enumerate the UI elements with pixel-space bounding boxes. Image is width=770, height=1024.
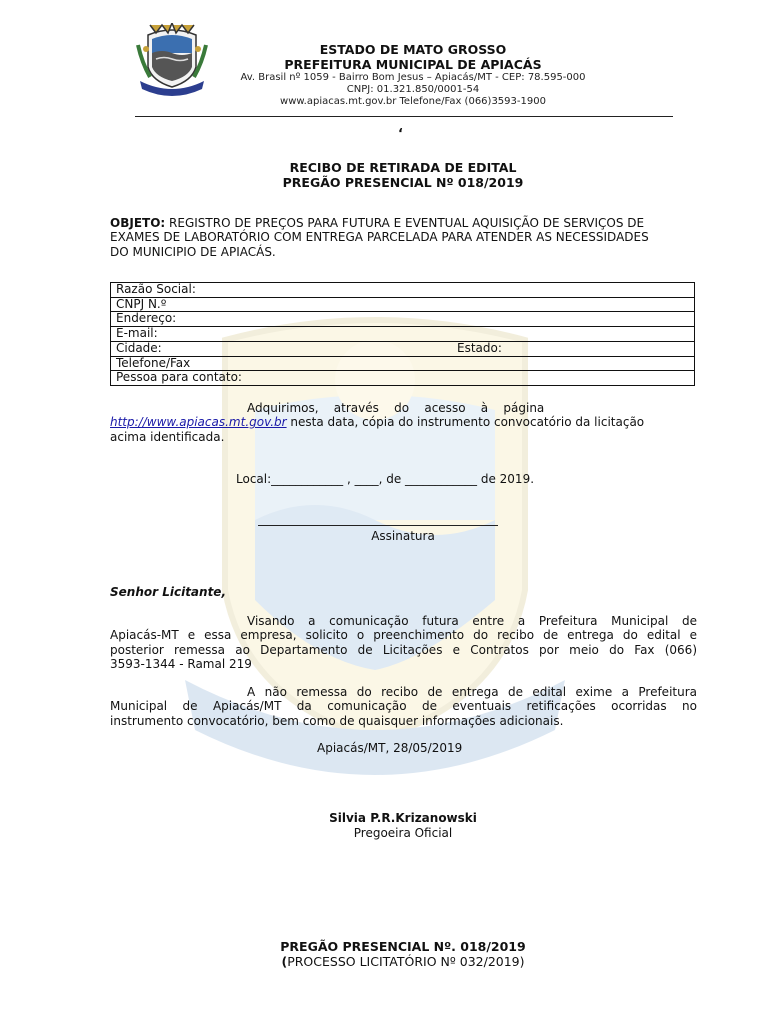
field-cnpj[interactable]: CNPJ N.º <box>111 297 695 312</box>
field-razao-social[interactable]: Razão Social: <box>111 283 695 298</box>
document-date: Apiacás/MT, 28/05/2019 <box>317 741 463 755</box>
acquisition-line-1: Adquirimos, através do acesso à página <box>247 401 545 415</box>
company-info-form <box>110 282 695 386</box>
field-cidade: Cidade: <box>116 340 162 355</box>
local-date-line[interactable]: Local:____________ , ____, de ____________ de 2019. <box>236 472 535 486</box>
field-endereco[interactable]: Endereço: <box>111 312 695 327</box>
footer-pregao: PREGÃO PRESENCIAL Nº. 018/2019 <box>280 939 526 954</box>
signer-name: Silvia P.R.Krizanowski <box>329 811 477 825</box>
header-state: ESTADO DE MATO GROSSO <box>319 42 507 57</box>
field-cidade-estado[interactable] <box>111 341 695 356</box>
licitante-greeting: Senhor Licitante, <box>110 585 227 599</box>
municipal-crest-logo <box>134 23 210 97</box>
objeto-line-1: OBJETO: REGISTRO DE PREÇOS PARA FUTURA E EVENTUAL AQUISIÇÃO DE SERVIÇOS DE <box>110 216 645 230</box>
header-website-phone: www.apiacas.mt.gov.br Telefone/Fax (066)3593-1900 <box>280 96 546 107</box>
field-estado: Estado: <box>457 340 502 355</box>
stray-mark: ‘ <box>398 127 403 142</box>
website-link[interactable]: http://www.apiacas.mt.gov.br <box>110 415 287 430</box>
signer-role: Pregoeira Oficial <box>353 826 453 840</box>
header-address: Av. Brasil nº 1059 - Bairro Bom Jesus – Apiacás/MT - CEP: 78.595-000 <box>240 72 586 83</box>
objeto-section <box>110 216 697 259</box>
header-divider <box>135 116 673 117</box>
licitante-paragraph-2: A não remessa do recibo de entrega de edital exime a Prefeitura Municipal de Apiacás/MT da comunicação de eventuais retificações ocorridas no instrumento convocatório, bem como de quaisquer informações adicionais. <box>110 685 697 728</box>
signature-label: Assinatura <box>371 529 435 543</box>
header-prefecture: PREFEITURA MUNICIPAL DE APIACÁS <box>284 57 542 72</box>
acquisition-line-2: http://www.apiacas.mt.gov.br nesta data, cópia do instrumento convocatório da licitação <box>110 415 645 430</box>
acquisition-line-3: acima identificada. <box>110 429 225 444</box>
header-cnpj: CNPJ: 01.321.850/0001-54 <box>346 84 480 95</box>
footer-processo: (PROCESSO LICITATÓRIO Nº 032/2019) <box>281 954 525 969</box>
document-subtitle: PREGÃO PRESENCIAL Nº 018/2019 <box>282 175 524 190</box>
document-title: RECIBO DE RETIRADA DE EDITAL <box>289 160 517 175</box>
objeto-label: OBJETO: <box>110 216 166 230</box>
objeto-line-3: DO MUNICIPIO DE APIACÁS. <box>110 244 276 259</box>
licitante-paragraph-1: Visando a comunicação futura entre a Prefeitura Municipal de Apiacás-MT e essa empresa, solicito o preenchimento do recibo de entrega do edital e posterior remessa ao Departamento de Licitações e Contratos por meio do Fax (066) 3593-1344 - Ramal 219 <box>110 614 697 672</box>
signature-line[interactable] <box>258 525 498 526</box>
field-pessoa-contato[interactable]: Pessoa para contato: <box>111 371 695 386</box>
acquisition-paragraph <box>110 401 697 444</box>
field-email[interactable]: E-mail: <box>111 327 695 342</box>
objeto-line-2: EXAMES DE LABORATÓRIO COM ENTREGA PARCELADA PARA ATENDER AS NECESSIDADES <box>110 230 649 245</box>
field-telefone-fax[interactable]: Telefone/Fax <box>111 356 695 371</box>
